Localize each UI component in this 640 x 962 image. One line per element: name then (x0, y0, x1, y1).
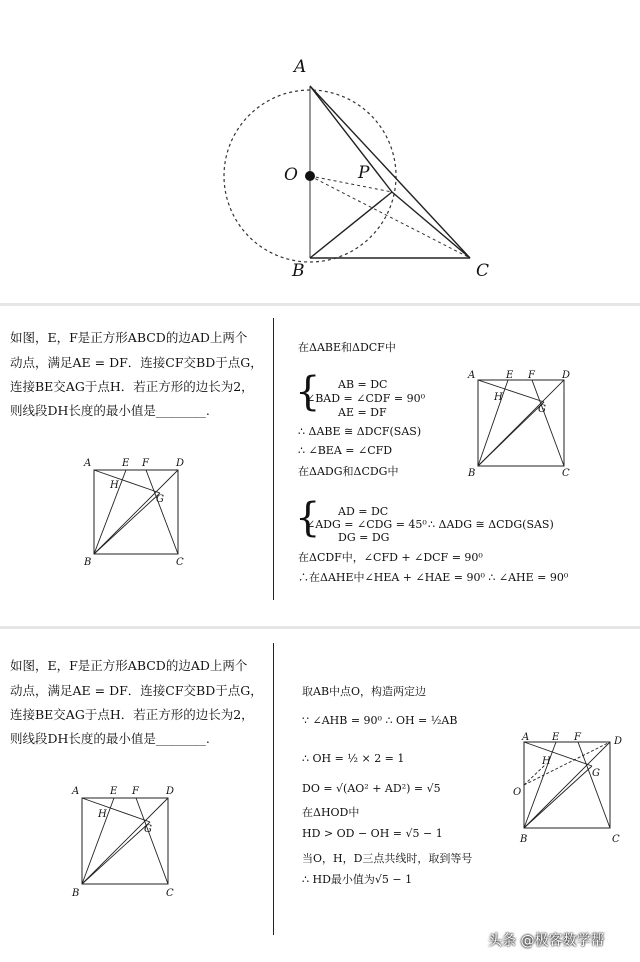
label-O: O (284, 165, 298, 185)
sq4-label-D: D (614, 736, 623, 747)
panel-2-divider (273, 643, 274, 935)
problem-line-1: 如图，E，F是正方形ABCD的边AD上两个 (10, 330, 248, 345)
sol1-brace-1: { (295, 369, 321, 415)
sq3-label-E: E (110, 786, 118, 797)
square-diagram-1 (82, 452, 202, 572)
sq4-label-H: H (542, 756, 551, 767)
sq3-label-G: G (144, 824, 152, 835)
top-figure (200, 50, 510, 290)
sq1-label-H: H (110, 480, 119, 491)
sol1-sys2-concl: ∴ ΔADG ≅ ΔCDG(SAS) (428, 518, 554, 531)
sq3-label-C: C (166, 888, 174, 899)
label-P: P (358, 163, 370, 183)
sq4-label-O: O (513, 787, 522, 798)
sq1-label-A: A (84, 458, 92, 469)
sq2-label-G: G (538, 404, 546, 415)
sol1-sys2-0: AD = DC (338, 505, 389, 518)
sq2-label-C: C (562, 468, 570, 479)
problem2-line-3: 连接BE交AG于点H．若正方形的边长为2， (10, 707, 254, 722)
sq1-label-G: G (156, 494, 164, 505)
problem2-line-2: 动点，满足AE = DF．连接CF交BD于点G， (10, 683, 263, 698)
sol2-line7: 当O，H，D三点共线时，取到等号 (302, 852, 473, 865)
sq2-label-B: B (468, 468, 476, 479)
sol2-line2: ∵ ∠AHB = 90⁰ ∴ OH = ½AB (302, 714, 458, 727)
sq4-label-F: F (574, 732, 581, 743)
sol1-line2: ∴ ΔABE ≅ ΔDCF(SAS) (298, 425, 422, 438)
sq2-label-H: H (494, 392, 503, 403)
sol1-line3: ∴ ∠BEA = ∠CFD (298, 444, 393, 457)
sol1-sys1-1: ∠BAD = ∠CDF = 90⁰ (306, 392, 425, 405)
sq4-label-E: E (552, 732, 560, 743)
sq1-label-E: E (122, 458, 130, 469)
label-C: C (476, 261, 490, 281)
square-diagram-3 (70, 780, 190, 900)
sq4-label-C: C (612, 834, 620, 845)
sol1-brace-2: { (295, 495, 321, 541)
sq1-label-D: D (176, 458, 185, 469)
sol1-line1: 在ΔABE和ΔDCF中 (298, 341, 396, 354)
sq1-label-B: B (84, 557, 92, 568)
problem-line-3: 连接BE交AG于点H．若正方形的边长为2， (10, 379, 254, 394)
sol1-line4: 在ΔADG和ΔCDG中 (298, 465, 399, 478)
sq3-label-B: B (72, 888, 80, 899)
sq4-label-G: G (592, 768, 600, 779)
sq1-label-C: C (176, 557, 184, 568)
problem-line-2: 动点，满足AE = DF．连接CF交BD于点G， (10, 355, 263, 370)
sol2-line6: HD > OD − OH = √5 − 1 (302, 827, 443, 840)
sol2-line5: 在ΔHOD中 (302, 806, 360, 819)
circle-diagram (200, 50, 510, 290)
sol1-line5: 在ΔCDF中，∠CFD + ∠DCF = 90⁰ (298, 551, 483, 564)
sol1-line6: ∴在ΔAHE中∠HEA + ∠HAE = 90⁰ ∴ ∠AHE = 90⁰ (298, 571, 569, 584)
sq2-label-E: E (506, 370, 514, 381)
sq3-label-D: D (166, 786, 175, 797)
problem2-line-4: 则线段DH长度的最小值是________. (10, 731, 210, 746)
watermark: 头条 @极客数学帮 (488, 933, 605, 949)
sol1-sys1-2: AE = DF (338, 406, 387, 419)
sq4-label-B: B (520, 834, 528, 845)
sq3-label-H: H (98, 809, 107, 820)
sq4-label-A: A (522, 732, 530, 743)
sol1-sys2-1: ∠ADG = ∠CDG = 45⁰ (306, 518, 427, 531)
square-diagram-4 (512, 730, 632, 845)
sq3-label-F: F (132, 786, 139, 797)
panel-1-divider (273, 318, 274, 600)
sq1-label-F: F (142, 458, 149, 469)
sol2-line4: DO = √(AO² + AD²) = √5 (302, 782, 441, 795)
sq2-label-F: F (528, 370, 535, 381)
sol2-line1: 取AB中点O，构造两定边 (302, 685, 427, 698)
label-A: A (294, 57, 307, 77)
square-diagram-2 (466, 368, 586, 478)
sol1-sys1-0: AB = DC (338, 378, 388, 391)
sol1-sys2-2: DG = DG (338, 531, 390, 544)
sq2-label-D: D (562, 370, 571, 381)
separator-1 (0, 303, 640, 306)
problem2-line-1: 如图，E，F是正方形ABCD的边AD上两个 (10, 658, 248, 673)
sol2-line3: ∴ OH = ½ × 2 = 1 (302, 752, 405, 765)
sq3-label-A: A (72, 786, 80, 797)
label-B: B (292, 261, 305, 281)
sq2-label-A: A (468, 370, 476, 381)
sol2-line8: ∴ HD最小值为√5 − 1 (302, 873, 413, 886)
separator-2 (0, 626, 640, 629)
problem-line-4: 则线段DH长度的最小值是________. (10, 403, 210, 418)
